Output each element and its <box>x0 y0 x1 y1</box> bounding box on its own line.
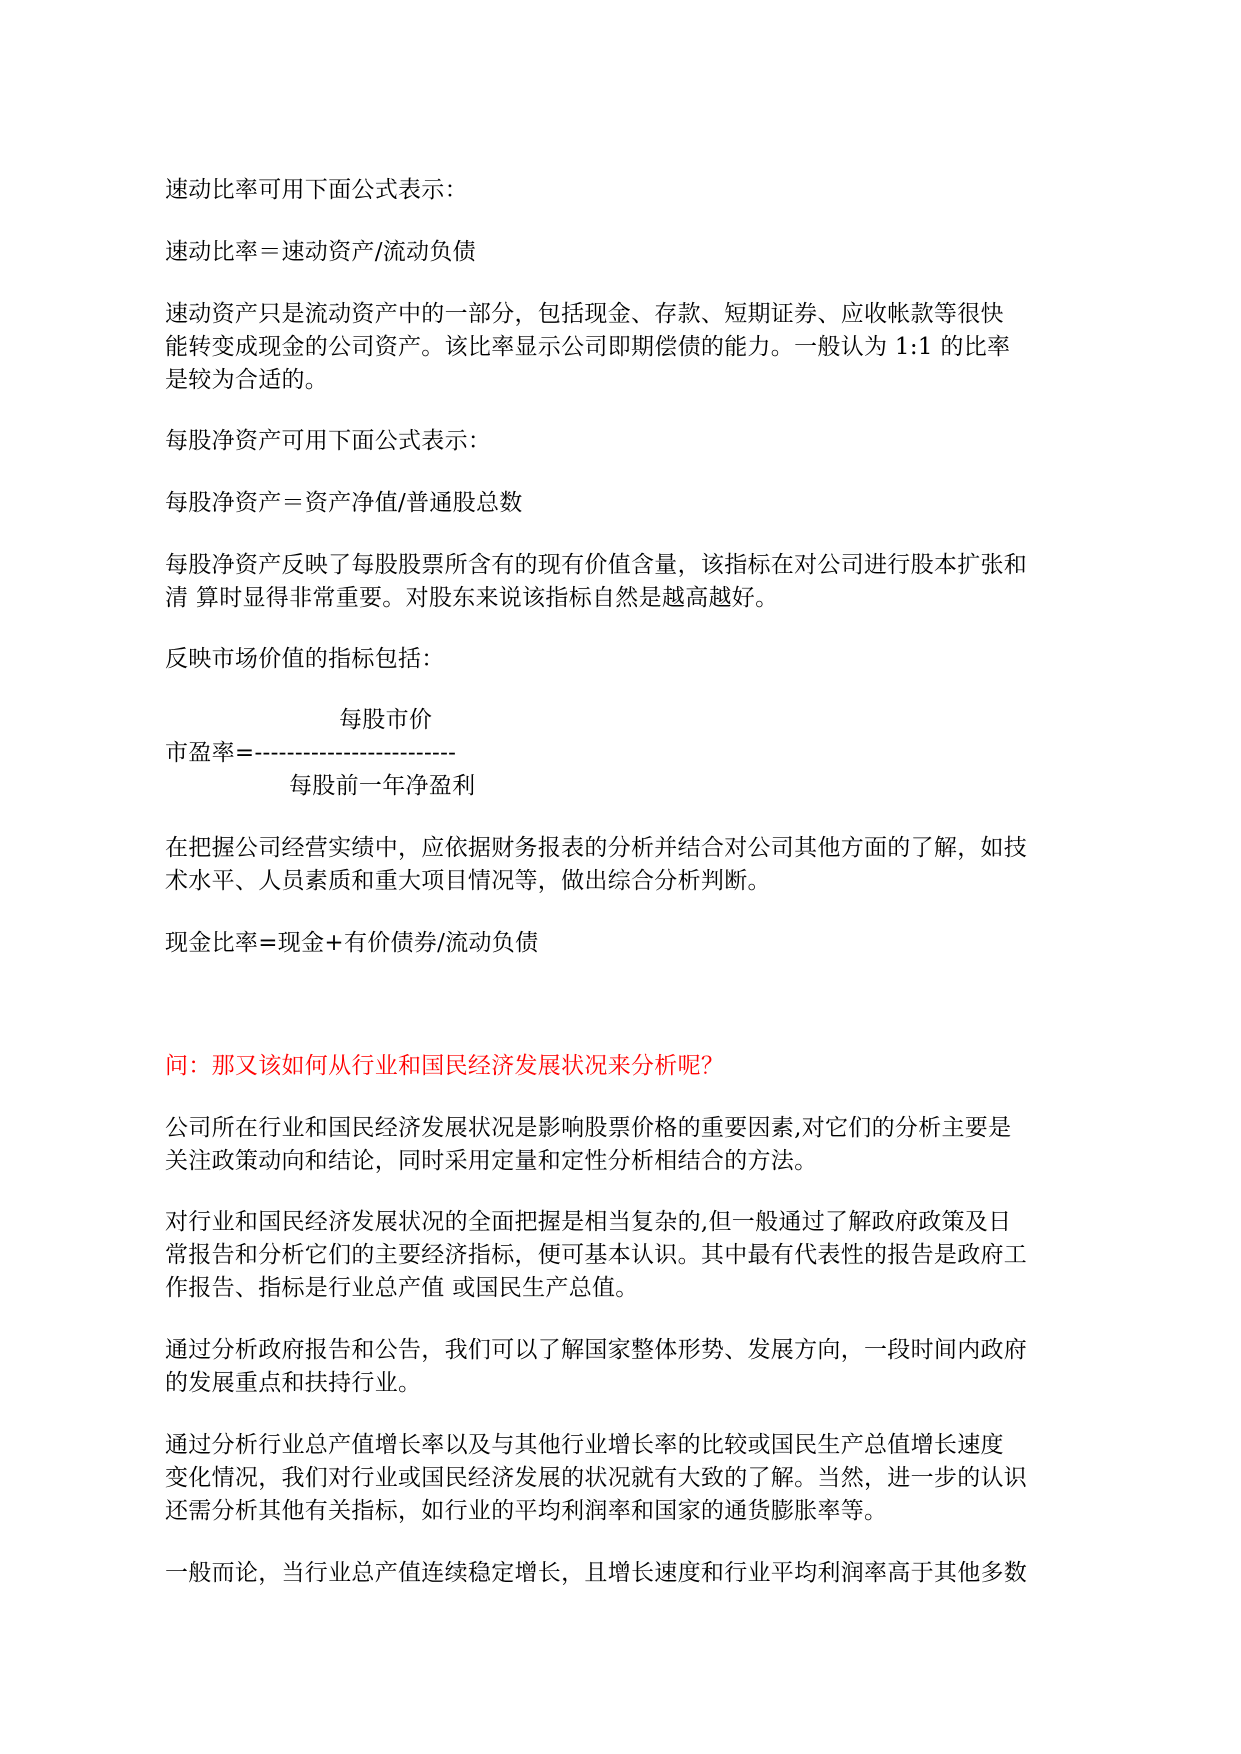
market-value-intro: 反映市场价值的指标包括： <box>165 646 445 672</box>
question-heading: 问：那又该如何从行业和国民经济发展状况来分析呢？ <box>165 1053 725 1079</box>
quick-ratio-formula: 速动比率＝速动资产/流动负债 <box>165 239 476 265</box>
industry-para-3-line-1: 通过分析政府报告和公告，我们可以了解国家整体形势、发展方向，一段时间内政府 <box>165 1337 1028 1363</box>
quick-assets-para-line-3: 是较为合适的。 <box>165 367 329 393</box>
nav-per-share-para-line-1: 每股净资产反映了每股股票所含有的现有价值含量，该指标在对公司进行股本扩张和 <box>165 552 1028 578</box>
industry-para-2-line-3: 作报告、指标是行业总产值 或国民生产总值。 <box>165 1275 639 1301</box>
industry-para-1-line-2: 关注政策动向和结论，同时采用定量和定性分析相结合的方法。 <box>165 1148 818 1174</box>
quick-assets-para-line-1: 速动资产只是流动资产中的一部分，包括现金、存款、短期证券、应收帐款等很快 <box>165 301 1004 327</box>
industry-para-3-line-2: 的发展重点和扶持行业。 <box>165 1370 422 1396</box>
nav-per-share-intro: 每股净资产可用下面公式表示： <box>165 428 492 454</box>
pe-formula-numerator: 每股市价 <box>339 707 433 733</box>
industry-para-2-line-1: 对行业和国民经济发展状况的全面把握是相当复杂的,但一般通过了解政府政策及日 <box>165 1209 1012 1235</box>
performance-para-line-1: 在把握公司经营实绩中，应依据财务报表的分析并结合对公司其他方面的了解，如技 <box>165 835 1028 861</box>
quick-ratio-intro: 速动比率可用下面公式表示： <box>165 177 468 203</box>
industry-para-4-line-1: 通过分析行业总产值增长率以及与其他行业增长率的比较或国民生产总值增长速度 <box>165 1432 1004 1458</box>
cash-ratio-formula: 现金比率=现金+有价债券/流动负债 <box>165 930 539 956</box>
pe-formula-fraction-line: 市盈率=------------------------- <box>165 740 457 766</box>
performance-para-line-2: 术水平、人员素质和重大项目情况等，做出综合分析判断。 <box>165 868 771 894</box>
industry-para-5-line-1: 一般而论，当行业总产值连续稳定增长，且增长速度和行业平均利润率高于其他多数 <box>165 1560 1028 1586</box>
industry-para-4-line-2: 变化情况，我们对行业或国民经济发展的状况就有大致的了解。当然，进一步的认识 <box>165 1465 1028 1491</box>
nav-per-share-para-line-2: 清 算时显得非常重要。对股东来说该指标自然是越高越好。 <box>165 585 779 611</box>
nav-per-share-formula: 每股净资产＝资产净值/普通股总数 <box>165 490 523 516</box>
quick-assets-para-line-2: 能转变成现金的公司资产。该比率显示公司即期偿债的能力。一般认为 1:1 的比率 <box>165 334 1011 360</box>
pe-formula-denominator: 每股前一年净盈利 <box>289 773 476 799</box>
document-text-column <box>165 0 1070 1754</box>
industry-para-4-line-3: 还需分析其他有关指标，如行业的平均利润率和国家的通货膨胀率等。 <box>165 1498 888 1524</box>
industry-para-1-line-1: 公司所在行业和国民经济发展状况是影响股票价格的重要因素,对它们的分析主要是 <box>165 1115 1012 1141</box>
industry-para-2-line-2: 常报告和分析它们的主要经济指标，便可基本认识。其中最有代表性的报告是政府工 <box>165 1242 1028 1268</box>
